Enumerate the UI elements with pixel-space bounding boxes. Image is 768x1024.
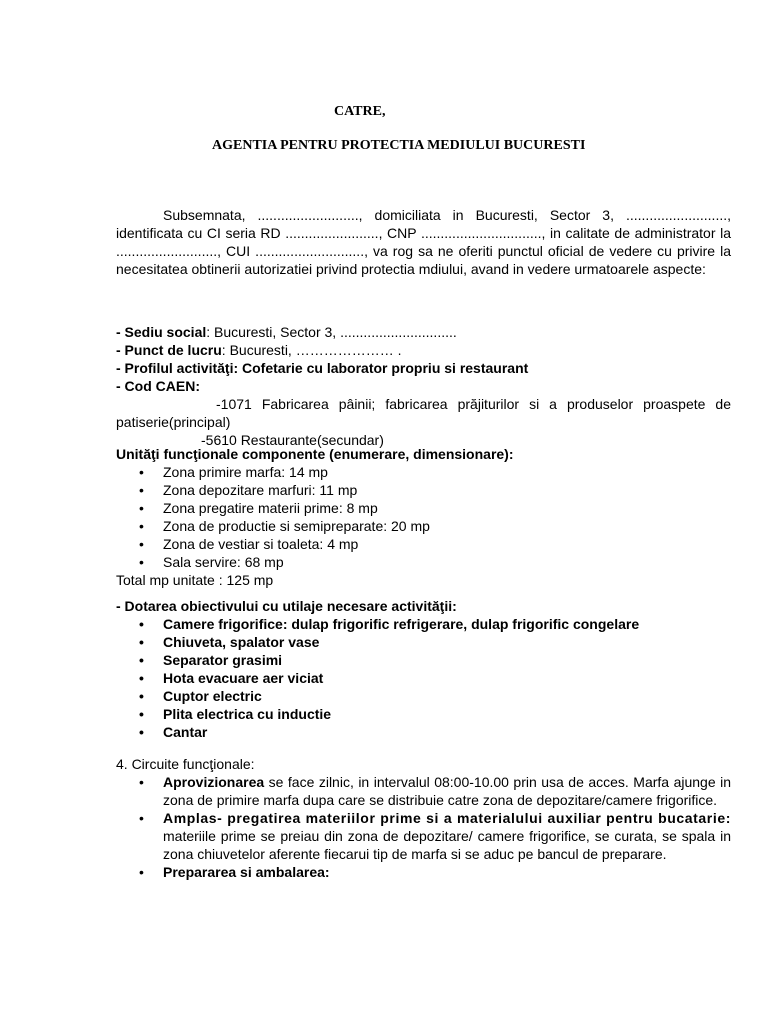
list-item: • Cuptor electric bbox=[116, 687, 731, 705]
circuit-text: materiile prime se preiau din zona de depozitare/ camere frigorifice, se curata, se spala in zona chiuvetelor aferente fiecarui tip de marfa si se aduc pe bancul de preparare. bbox=[163, 828, 731, 862]
list-item: • Chiuveta, spalator vase bbox=[116, 633, 731, 651]
list-item: • Zona primire marfa: 14 mp bbox=[116, 463, 731, 481]
equipment-block bbox=[116, 597, 731, 741]
list-item: • Zona de vestiar si toaleta: 4 mp bbox=[116, 535, 731, 553]
addressee-line: CATRE, bbox=[334, 104, 386, 119]
caen-primary: -1071 Fabricarea pâinii; fabricarea prăjiturilor si a produselor proaspete de patiserie(principal) bbox=[116, 396, 731, 430]
punct-lucru-line bbox=[116, 341, 731, 359]
circuit-text: se face zilnic, in intervalul 08:00-10.00 prin usa de acces. Marfa ajunge in zona de primire marfa dupa care se distribuie catre zona de depozitare/camere frigorifice. bbox=[163, 774, 731, 808]
equipment-list bbox=[116, 615, 731, 741]
units-total: Total mp unitate : 125 mp bbox=[116, 572, 274, 588]
list-item: • Plita electrica cu inductie bbox=[116, 705, 731, 723]
punct-lucru-label: - Punct de lucru bbox=[116, 342, 222, 358]
profil-activitate: - Profilul activităţi: Cofetarie cu laborator propriu si restaurant bbox=[116, 360, 529, 376]
list-item: • Zona de productie si semipreparate: 20 mp bbox=[116, 517, 731, 535]
circuits-list bbox=[116, 773, 731, 881]
intro-paragraph: Subsemnata, .........................., domiciliata in Bucuresti, Sector 3, .........................., identificata cu CI seria RD ........................, CNP ..............................., in calitate de administrator la .........................., CUI ............................, va rog sa ne oferiti punctul oficial de vedere cu privire la necesitatea obtinerii autorizatiei privind protectia mdiului, avand in vedere urmatoarele aspecte: bbox=[116, 207, 731, 277]
units-list bbox=[116, 463, 731, 571]
list-item: • Cantar bbox=[116, 723, 731, 741]
circuit-label: Prepararea si ambalarea: bbox=[163, 864, 330, 880]
list-item bbox=[116, 773, 731, 809]
circuit-label: Amplas- pregatirea materiilor prime si a materialului auxiliar pentru bucatarie: bbox=[163, 810, 731, 826]
cod-caen-label: - Cod CAEN: bbox=[116, 378, 200, 394]
sediu-social-line bbox=[116, 323, 731, 341]
units-title: Unităţi funcţionale componente (enumerare, dimensionare): bbox=[116, 446, 514, 462]
caen-secondary: -5610 Restaurante(secundar) bbox=[201, 432, 384, 448]
circuits-title: 4. Circuite funcţionale: bbox=[116, 756, 255, 772]
details-block bbox=[116, 323, 731, 589]
equipment-title: - Dotarea obiectivului cu utilaje necesare activităţii: bbox=[116, 598, 457, 614]
circuit-label: Aprovizionarea bbox=[163, 774, 265, 790]
circuits-block bbox=[116, 755, 731, 881]
sediu-social-label: - Sediu social bbox=[116, 324, 207, 340]
agency-title: AGENTIA PENTRU PROTECTIA MEDIULUI BUCURESTI bbox=[212, 138, 586, 153]
list-item bbox=[116, 809, 731, 863]
list-item: • Hota evacuare aer viciat bbox=[116, 669, 731, 687]
list-item: • Sala servire: 68 mp bbox=[116, 553, 731, 571]
list-item: • Zona pregatire materii prime: 8 mp bbox=[116, 499, 731, 517]
punct-lucru-value: : Bucuresti, ………………… . bbox=[221, 342, 402, 358]
list-item: • Zona depozitare marfuri: 11 mp bbox=[116, 481, 731, 499]
list-item: • Camere frigorifice: dulap frigorific refrigerare, dulap frigorific congelare bbox=[116, 615, 731, 633]
list-item bbox=[116, 863, 731, 881]
sediu-social-value: : Bucuresti, Sector 3, .............................. bbox=[206, 324, 457, 340]
list-item: • Separator grasimi bbox=[116, 651, 731, 669]
